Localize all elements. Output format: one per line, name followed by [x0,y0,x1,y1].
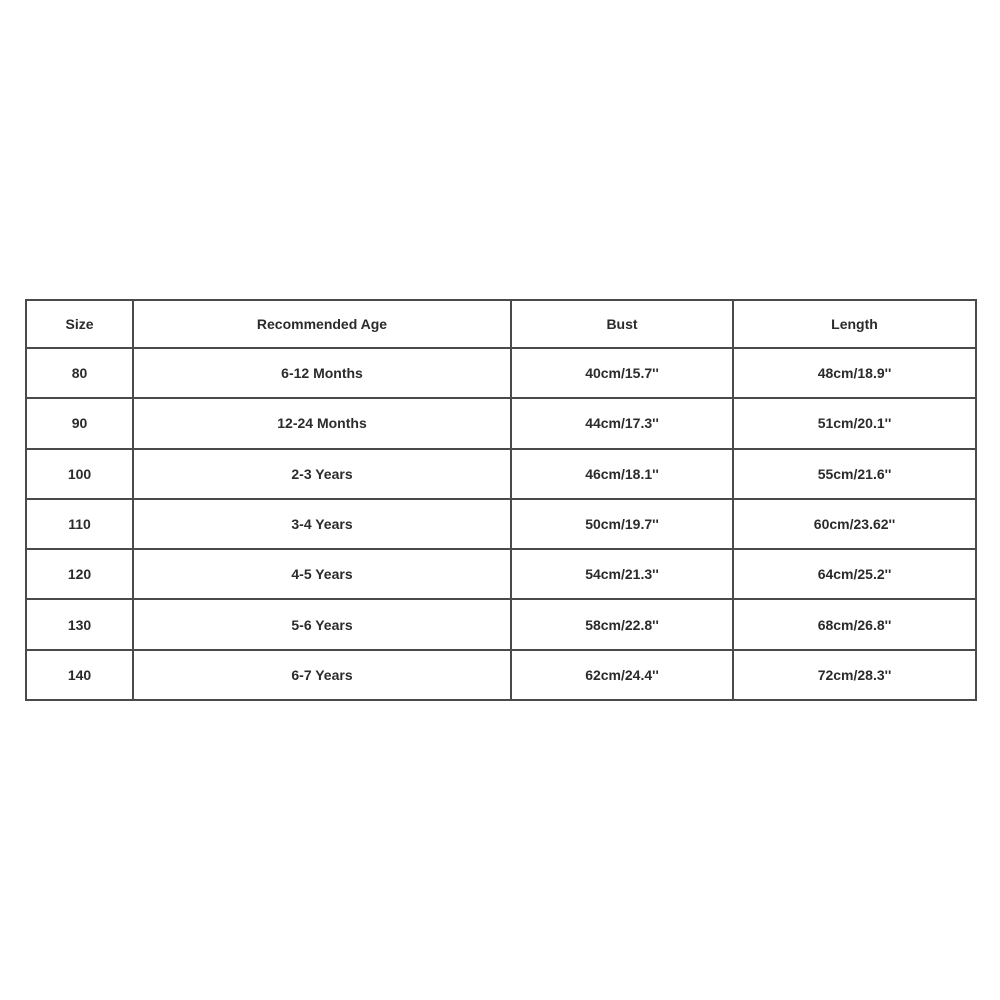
table-row [26,599,976,649]
bust-cell: 58cm/22.8'' [511,599,733,649]
header-bust: Bust [511,300,733,348]
bust-cell: 40cm/15.7'' [511,348,733,398]
size-chart-table [25,299,977,701]
age-cell: 12-24 Months [133,398,511,448]
header-recommended-age: Recommended Age [133,300,511,348]
length-cell: 68cm/26.8'' [733,599,976,649]
length-cell: 55cm/21.6'' [733,449,976,499]
age-cell: 6-7 Years [133,650,511,700]
header-row [26,300,976,348]
bust-cell: 46cm/18.1'' [511,449,733,499]
table-row [26,650,976,700]
header-length: Length [733,300,976,348]
length-cell: 48cm/18.9'' [733,348,976,398]
header-size: Size [26,300,133,348]
bust-cell: 54cm/21.3'' [511,549,733,599]
bust-cell: 50cm/19.7'' [511,499,733,549]
length-cell: 64cm/25.2'' [733,549,976,599]
length-cell: 72cm/28.3'' [733,650,976,700]
size-cell: 140 [26,650,133,700]
size-cell: 120 [26,549,133,599]
length-cell: 60cm/23.62'' [733,499,976,549]
age-cell: 2-3 Years [133,449,511,499]
bust-cell: 62cm/24.4'' [511,650,733,700]
size-cell: 90 [26,398,133,448]
age-cell: 3-4 Years [133,499,511,549]
age-cell: 4-5 Years [133,549,511,599]
table-row [26,449,976,499]
size-cell: 130 [26,599,133,649]
size-cell: 80 [26,348,133,398]
age-cell: 5-6 Years [133,599,511,649]
length-cell: 51cm/20.1'' [733,398,976,448]
size-cell: 110 [26,499,133,549]
bust-cell: 44cm/17.3'' [511,398,733,448]
table-row [26,499,976,549]
table-row [26,549,976,599]
table-row [26,398,976,448]
age-cell: 6-12 Months [133,348,511,398]
table-row [26,348,976,398]
size-cell: 100 [26,449,133,499]
